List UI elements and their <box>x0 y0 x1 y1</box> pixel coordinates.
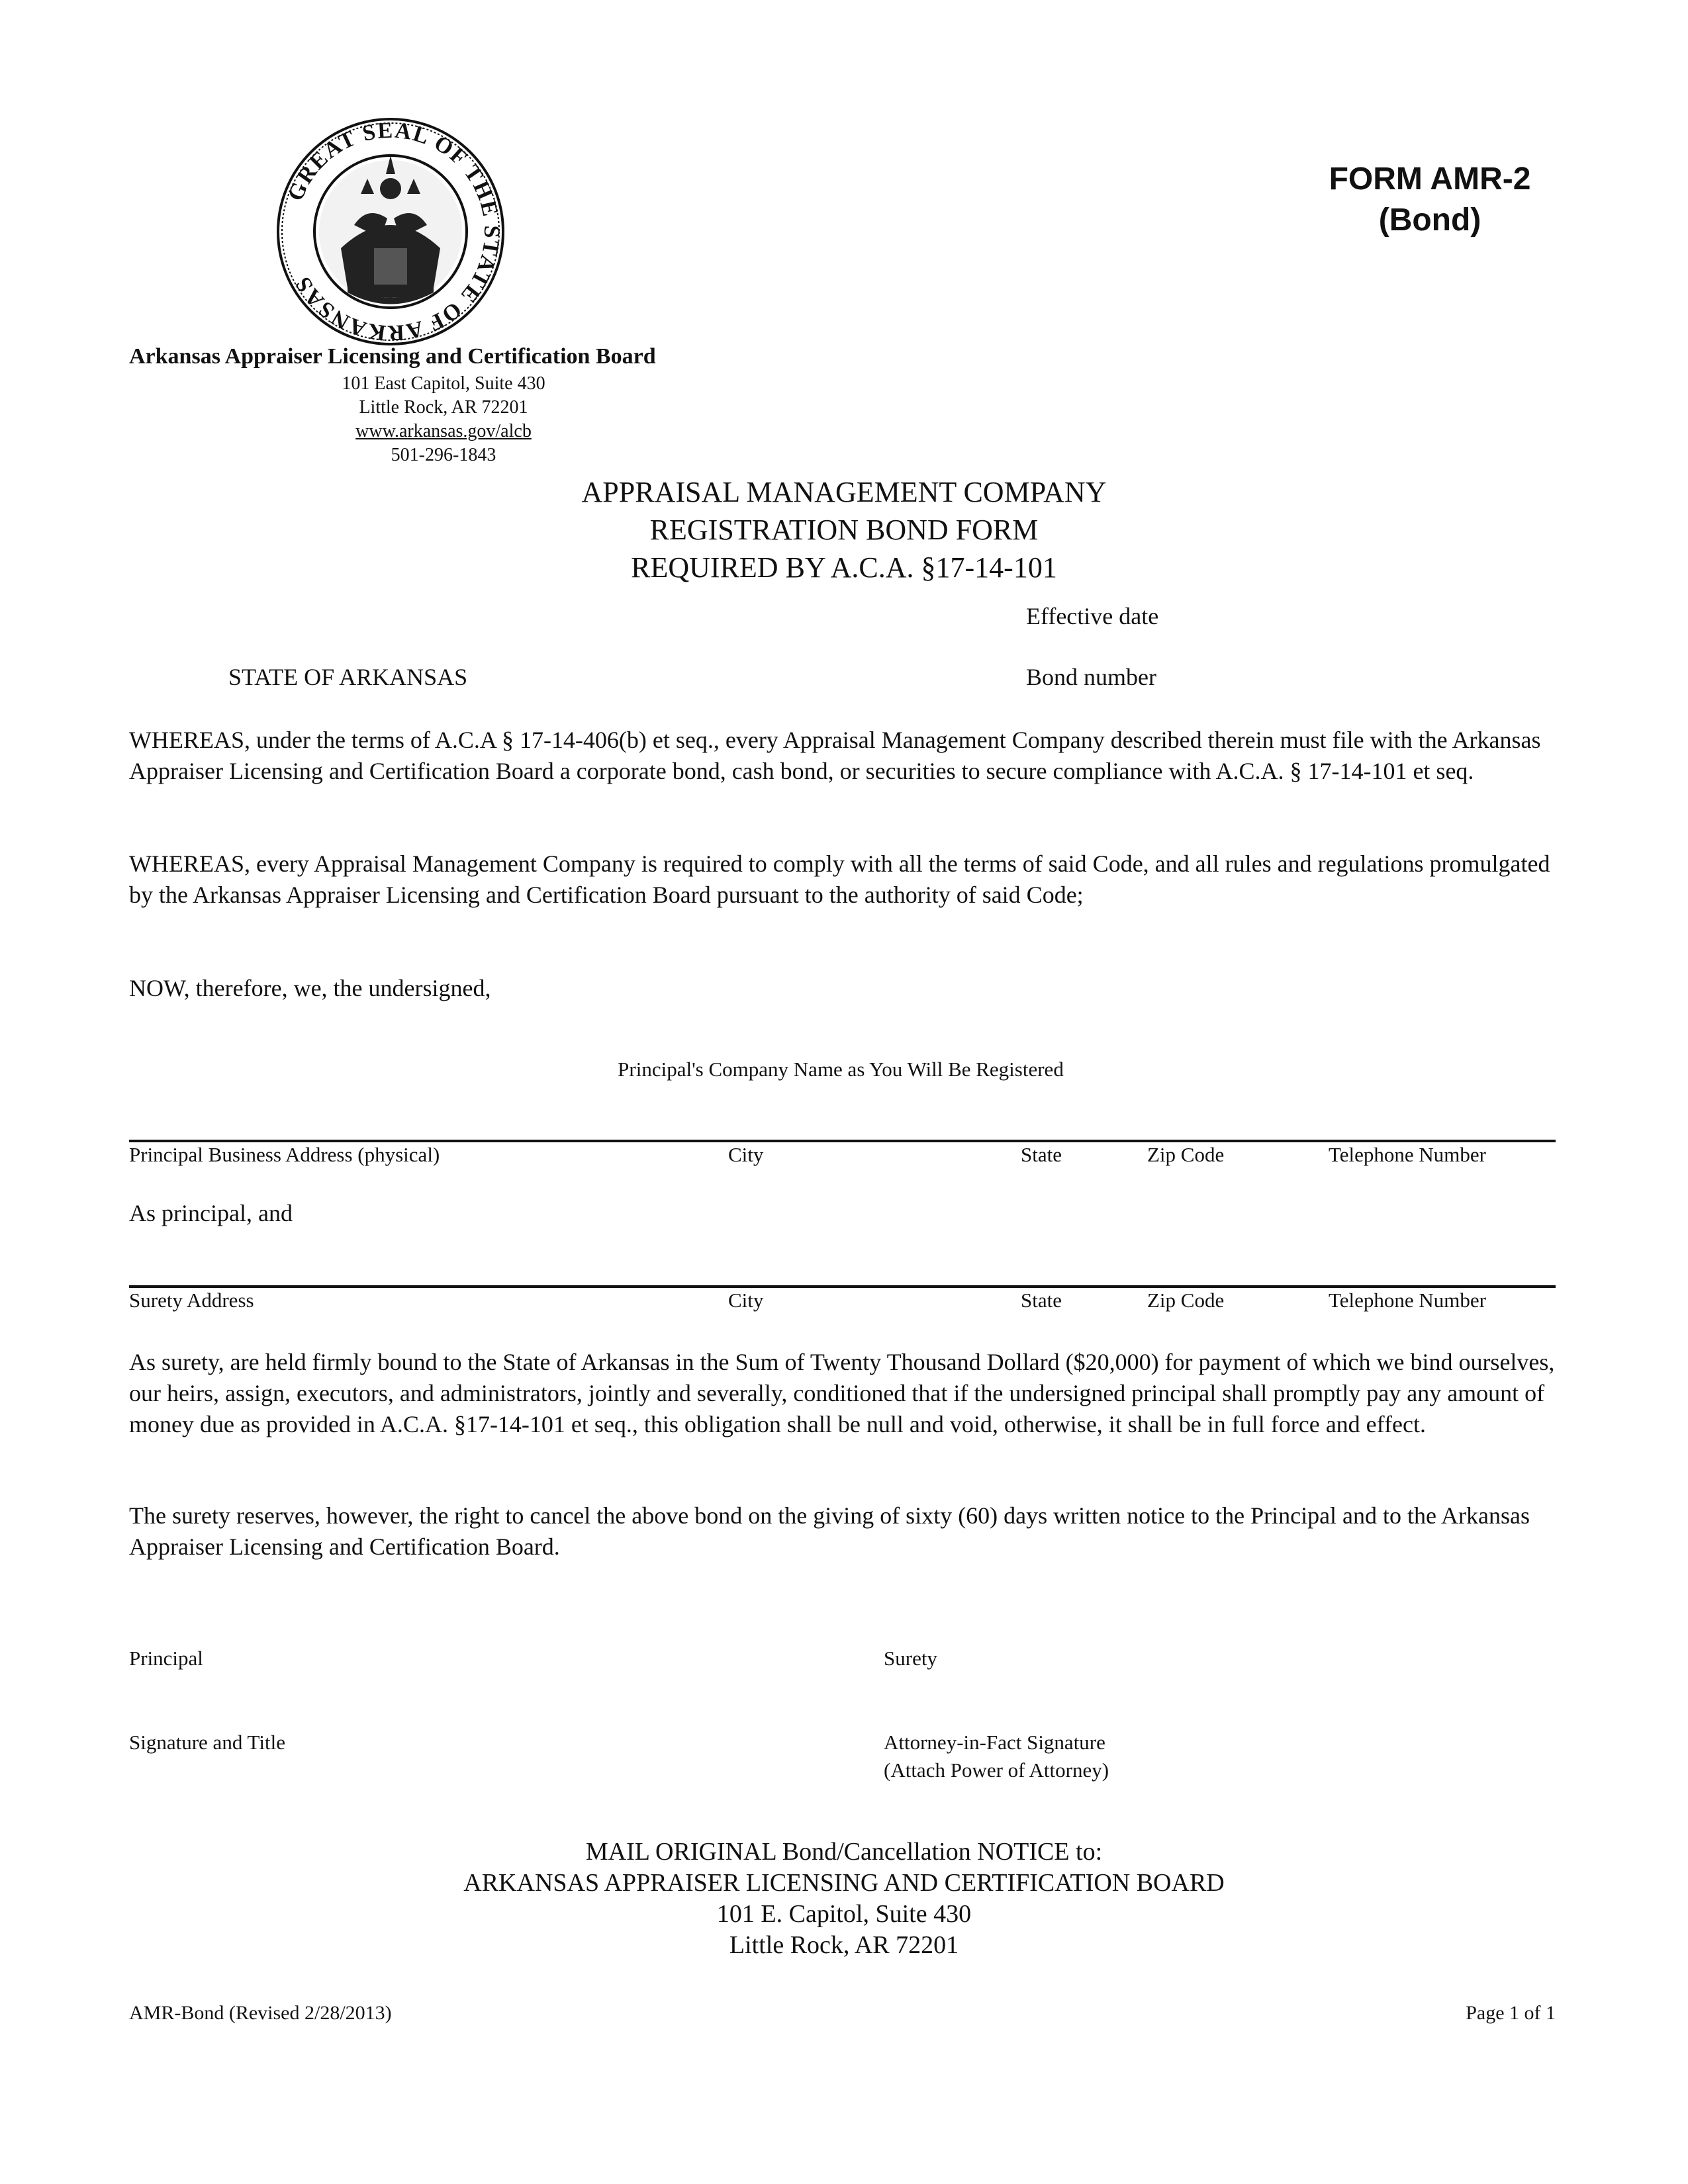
whereas-paragraph-1: WHEREAS, under the terms of A.C.A § 17-14-406(b) et seq., every Appraisal Management Company described therein must file with the Arkansas Appraiser Licensing and Certification Board a corporate bond, cash bond, or securities to secure compliance with A.C.A. § 17-14-101 et seq. <box>129 727 1541 784</box>
form-subtitle: (Bond) <box>1378 203 1481 238</box>
board-address <box>285 372 602 467</box>
surety-address-label: Surety Address <box>129 1289 254 1312</box>
attorney-in-fact-label <box>884 1729 1109 1784</box>
revision-footer: AMR-Bond (Revised 2/28/2013) <box>129 2002 392 2024</box>
title-line1: APPRAISAL MANAGEMENT COMPANY <box>581 476 1107 508</box>
form-title <box>463 473 1225 586</box>
surety-signature-label: Surety <box>884 1647 937 1670</box>
principal-state-label: State <box>1021 1143 1062 1166</box>
state-of-arkansas-label: STATE OF ARKANSAS <box>228 664 468 690</box>
surety-bound-paragraph: As surety, are held firmly bound to the State of Arkansas in the Sum of Twenty Thousand Dollard ($20,000) for payment of which we bind ourselves, our heirs, assign, executors, and administrators, jointly and severally, conditioned that if the undersigned principal shall promptly pay any amount of money due as provided in A.C.A. §17-14-101 et seq., this obligation shall be null and void, otherwise, it shall be in full force and effect. <box>129 1349 1555 1437</box>
seal-text: GREAT SEAL OF THE STATE OF ARKANSAS <box>283 118 504 345</box>
board-address-line1: 101 East Capitol, Suite 430 <box>342 373 545 394</box>
whereas-paragraph-2: WHEREAS, every Appraisal Management Company is required to comply with all the terms of said Code, and all rules and regulations promulgated by the Arkansas Appraiser Licensing and Certification Board pursuant to the authority of said Code; <box>129 850 1550 908</box>
surety-reserves-paragraph: The surety reserves, however, the right to cancel the above bond on the giving of sixty (60) days written notice to the Principal and to the Arkansas Appraiser Licensing and Certification Board. <box>129 1502 1530 1560</box>
surety-address-line <box>129 1285 1556 1288</box>
surety-phone-label: Telephone Number <box>1329 1289 1486 1312</box>
title-line3: REQUIRED BY A.C.A. §17-14-101 <box>631 551 1057 584</box>
state-seal-icon <box>275 116 506 347</box>
form-id <box>1297 159 1562 241</box>
mail-line1: MAIL ORIGINAL Bond/Cancellation NOTICE to: <box>585 1838 1103 1866</box>
mail-line3: 101 E. Capitol, Suite 430 <box>716 1900 972 1928</box>
signature-and-title-label: Signature and Title <box>129 1731 285 1754</box>
now-therefore-paragraph: NOW, therefore, we, the undersigned, <box>129 975 491 1001</box>
surety-zip-label: Zip Code <box>1147 1289 1225 1312</box>
principal-city-label: City <box>728 1143 764 1166</box>
attorney-note: (Attach Power of Attorney) <box>884 1758 1109 1782</box>
form-number: FORM AMR-2 <box>1329 161 1531 197</box>
surety-state-label: State <box>1021 1289 1062 1312</box>
principal-phone-label: Telephone Number <box>1329 1143 1486 1166</box>
principal-zip-label: Zip Code <box>1147 1143 1225 1166</box>
surety-city-label: City <box>728 1289 764 1312</box>
title-line2: REGISTRATION BOND FORM <box>649 514 1039 546</box>
board-website-link[interactable]: www.arkansas.gov/alcb <box>355 421 532 441</box>
as-principal-text: As principal, and <box>129 1200 293 1226</box>
board-address-line2: Little Rock, AR 72201 <box>359 397 528 418</box>
page-number: Page 1 of 1 <box>1466 2002 1556 2024</box>
principal-address-line <box>129 1140 1556 1142</box>
company-name-label: Principal's Company Name as You Will Be Registered <box>618 1058 1064 1081</box>
mail-instructions <box>371 1837 1317 1961</box>
board-name: Arkansas Appraiser Licensing and Certification Board <box>129 344 656 369</box>
mail-line4: Little Rock, AR 72201 <box>729 1931 959 1959</box>
effective-date-label: Effective date <box>1026 603 1159 629</box>
mail-line2: ARKANSAS APPRAISER LICENSING AND CERTIFICATION BOARD <box>463 1869 1225 1897</box>
attorney-signature-label: Attorney-in-Fact Signature <box>884 1731 1105 1754</box>
bond-number-label: Bond number <box>1026 664 1156 690</box>
board-phone: 501-296-1843 <box>391 445 496 465</box>
principal-signature-label: Principal <box>129 1647 203 1670</box>
principal-address-label: Principal Business Address (physical) <box>129 1143 440 1166</box>
